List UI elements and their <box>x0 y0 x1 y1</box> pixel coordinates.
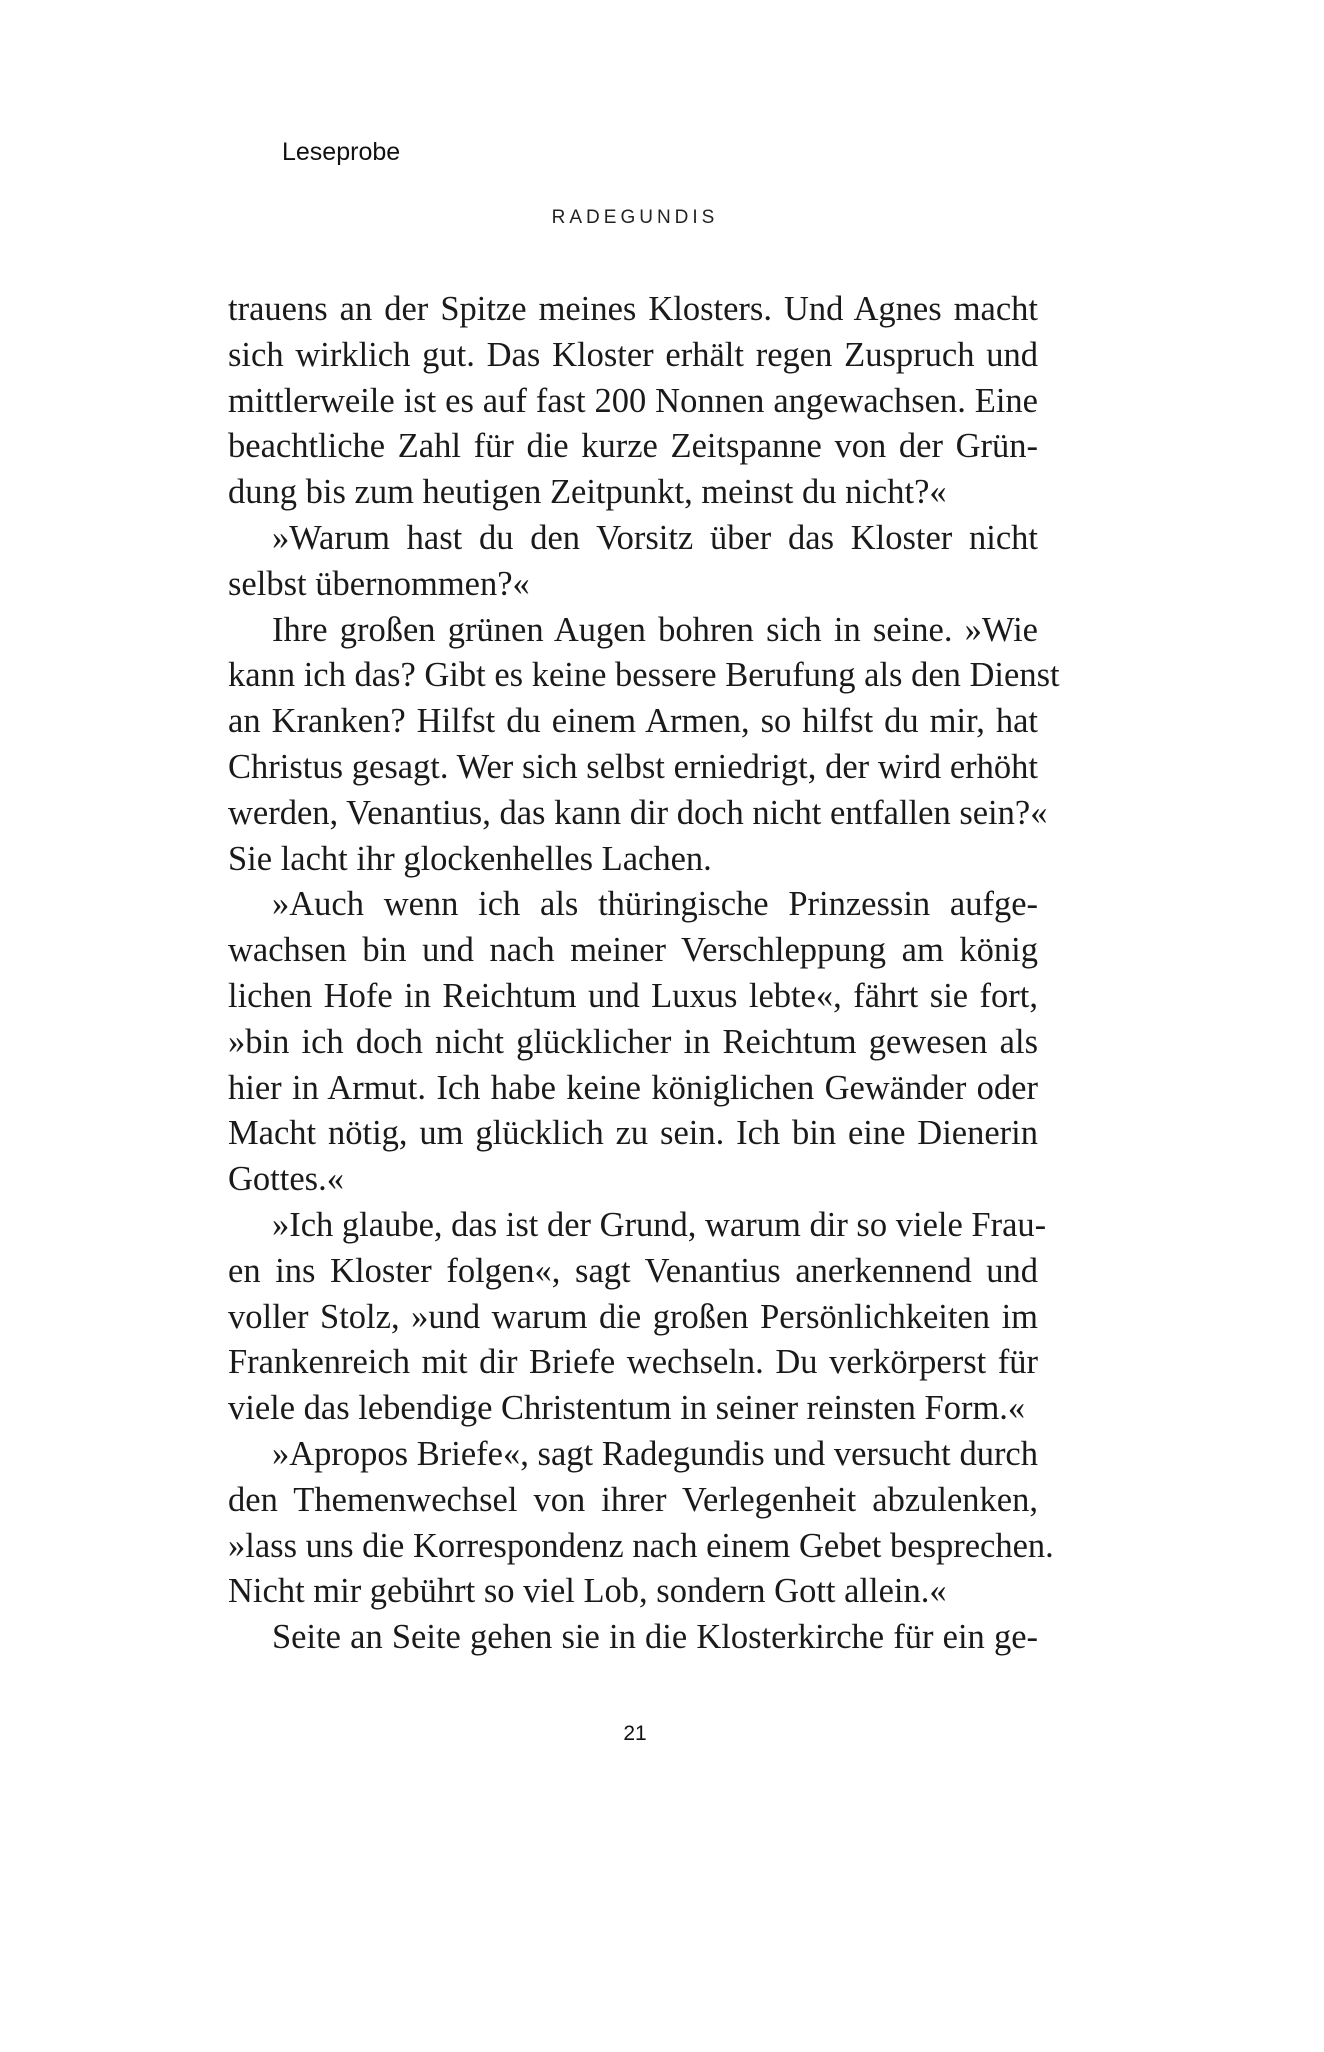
page-number: 21 <box>623 1722 647 1745</box>
text-line: Nicht mir gebührt so viel Lob, sondern Gott allein.« <box>228 1572 947 1611</box>
text-line: trauens an der Spitze meines Klosters. Und Agnes macht <box>228 290 1038 328</box>
text-line: Frankenreich mit dir Briefe wechseln. Du verkörperst für <box>228 1343 1038 1382</box>
text-line: werden, Venantius, das kann dir doch nicht entfallen sein?« <box>228 793 1048 832</box>
excerpt-label: Leseprobe <box>282 138 401 166</box>
text-line: Ihre großen grünen Augen bohren sich in seine. »Wie <box>272 610 1038 649</box>
text-line: Macht nötig, um glücklich zu sein. Ich bin eine Dienerin <box>228 1114 1038 1153</box>
text-line: den Themenwechsel von ihrer Verlegenheit abzulenken, <box>228 1480 1038 1519</box>
text-line: »Auch wenn ich als thüringische Prinzessin aufge- <box>272 885 1038 924</box>
text-line: beachtliche Zahl für die kurze Zeitspanne von der Grün- <box>228 427 1038 466</box>
text-line: »lass uns die Korrespondenz nach einem Gebet besprechen. <box>228 1526 1054 1565</box>
text-line: »Apropos Briefe«, sagt Radegundis und versucht durch <box>272 1434 1038 1473</box>
body-text <box>228 287 1060 1661</box>
text-line: Gottes.« <box>228 1160 344 1199</box>
text-line: dung bis zum heutigen Zeitpunkt, meinst du nicht?« <box>228 473 947 512</box>
text-line: en ins Kloster folgen«, sagt Venantius anerkennend und <box>228 1251 1038 1290</box>
text-line: »bin ich doch nicht glücklicher in Reichtum gewesen als <box>228 1022 1038 1061</box>
text-line: selbst übernommen?« <box>228 564 530 603</box>
text-line: an Kranken? Hilfst du einem Armen, so hilfst du mir, hat <box>228 702 1038 741</box>
running-head: RADEGUNDIS <box>551 207 719 228</box>
text-line: voller Stolz, »und warum die großen Persönlichkeiten im <box>228 1297 1038 1336</box>
text-line: sich wirklich gut. Das Kloster erhält regen Zuspruch und <box>228 335 1038 374</box>
text-line: »Warum hast du den Vorsitz über das Kloster nicht <box>272 518 1038 557</box>
text-line: »Ich glaube, das ist der Grund, warum dir so viele Frau- <box>272 1205 1047 1244</box>
text-line: Sie lacht ihr glockenhelles Lachen. <box>228 839 712 878</box>
text-line: Christus gesagt. Wer sich selbst erniedrigt, der wird erhöht <box>228 747 1038 786</box>
text-line: mittlerweile ist es auf fast 200 Nonnen angewachsen. Eine <box>228 381 1038 420</box>
text-line: lichen Hofe in Reichtum und Luxus lebte«, fährt sie fort, <box>228 976 1038 1015</box>
text-line: Seite an Seite gehen sie in die Klosterkirche für ein ge- <box>272 1618 1038 1657</box>
text-line: hier in Armut. Ich habe keine königlichen Gewänder oder <box>228 1068 1038 1107</box>
text-line: kann ich das? Gibt es keine bessere Berufung als den Dienst <box>228 656 1060 695</box>
text-line: viele das lebendige Christentum in seiner reinsten Form.« <box>228 1389 1026 1428</box>
text-line: wachsen bin und nach meiner Verschleppung am könig <box>228 931 1038 970</box>
